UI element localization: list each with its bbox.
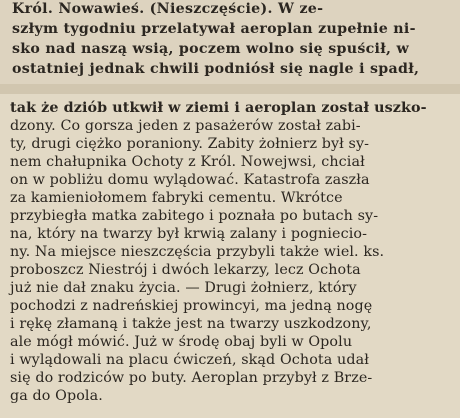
text-line: pochodzi z nadreńskiej prowincyi, ma jedną nogę xyxy=(10,298,373,314)
text-line: i rękę złamaną i także jest na twarzy uszkodzony, xyxy=(10,316,372,332)
text-line: za kamieniołomem fabryki cementu. Wkrótce xyxy=(10,190,343,206)
text-line: się do rodziców po buty. Aeroplan przybył z Brze- xyxy=(10,370,373,386)
text-line: ga do Opola. xyxy=(10,388,103,404)
text-line: nem chałupnika Ochoty z Król. Nowejwsi, chciał xyxy=(10,154,365,170)
text-line: Król. Nowawieś. (Nieszczęście). W ze- xyxy=(12,1,324,17)
text-line: ostatniej jednak chwili podniósł się nagle i spadł, xyxy=(12,61,420,77)
text-line: ty, drugi ciężko poraniony. Zabity żołnierz był sy- xyxy=(10,136,370,152)
text-line: ale mógł mówić. Już w środę obaj byli w Opolu xyxy=(10,334,353,350)
text-line: dzony. Co gorsza jeden z pasażerów został zabi- xyxy=(10,118,361,134)
text-line: tak że dziób utkwił w ziemi i aeroplan został uszko- xyxy=(10,100,427,116)
text-line: on w pobliżu domu wylądować. Katastrofa zaszła xyxy=(10,172,370,188)
text-line: na, który na twarzy był krwią zalany i pogniecio- xyxy=(10,226,368,242)
clipping-gap xyxy=(0,84,460,94)
text-line: proboszcz Niestrój i dwóch lekarzy, lecz Ochota xyxy=(10,262,361,278)
text-line: ny. Na miejsce nieszczęścia przybyli także wiel. ks. xyxy=(10,244,385,260)
text-line: przybiegła matka zabitego i poznała po butach sy- xyxy=(10,208,379,224)
text-line: i wylądowali na placu ćwiczeń, skąd Ochota udał xyxy=(10,352,369,368)
text-line: sko nad naszą wsią, poczem wolno się spuścił, w xyxy=(12,41,410,57)
newspaper-clipping-bottom xyxy=(0,94,460,418)
text-line: już nie dał znaku życia. — Drugi żołnierz, który xyxy=(10,280,357,296)
text-line: szłym tygodniu przelatywał aeroplan zupełnie ni- xyxy=(12,21,416,37)
newspaper-clipping-top xyxy=(0,0,460,84)
